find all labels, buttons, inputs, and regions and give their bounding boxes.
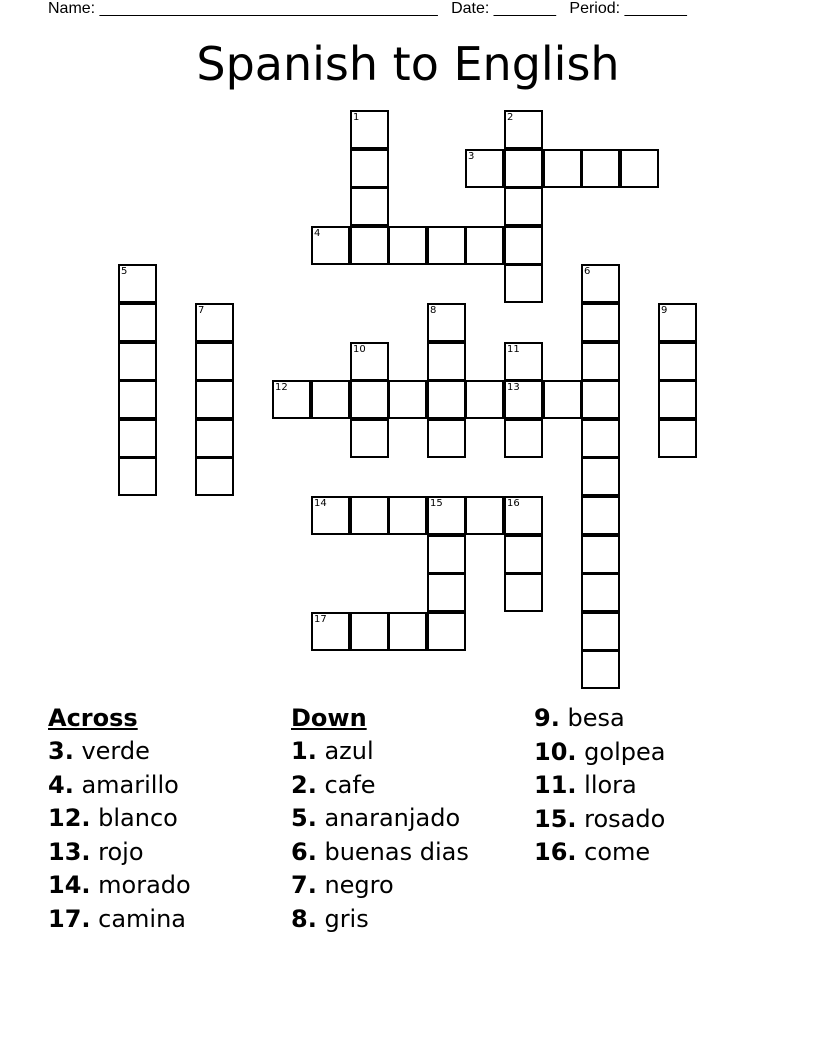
clue-number: 3. — [48, 737, 74, 765]
crossword-cell[interactable] — [350, 342, 389, 381]
crossword-cell[interactable] — [504, 380, 543, 419]
crossword-cell[interactable] — [311, 226, 350, 265]
cell-number: 9 — [661, 305, 668, 316]
clue-item — [291, 836, 531, 870]
crossword-cell[interactable] — [118, 264, 157, 303]
crossword-cell[interactable] — [272, 380, 311, 419]
clue-number: 16. — [534, 838, 577, 866]
clue-text: golpea — [576, 737, 666, 766]
clue-number: 6. — [291, 837, 317, 866]
crossword-cell[interactable] — [504, 535, 543, 574]
crossword-cell[interactable] — [350, 419, 389, 458]
crossword-cell[interactable] — [581, 380, 620, 419]
cell-number: 7 — [198, 305, 205, 316]
crossword-cell[interactable] — [504, 264, 543, 303]
clue-item — [534, 836, 774, 870]
crossword-cell[interactable] — [581, 264, 620, 303]
crossword-cell[interactable] — [195, 380, 234, 419]
crossword-cell[interactable] — [118, 457, 157, 496]
clue-text: cafe — [316, 770, 376, 799]
across-clues-column — [48, 702, 288, 936]
clue-item — [534, 769, 774, 803]
clue-item — [291, 869, 531, 903]
period-field[interactable]: _______ — [624, 0, 687, 17]
clue-item — [534, 702, 774, 736]
cell-number: 3 — [468, 151, 475, 162]
clue-text: negro — [316, 871, 394, 899]
clue-number: 7. — [291, 871, 317, 899]
period-label: Period: — [569, 0, 621, 17]
cell-number: 15 — [430, 498, 443, 509]
crossword-cell[interactable] — [350, 187, 389, 226]
date-label: Date: — [451, 0, 490, 17]
clue-number: 4. — [48, 770, 74, 799]
clue-text: come — [576, 838, 651, 866]
crossword-cell[interactable] — [504, 187, 543, 226]
cell-number: 2 — [507, 112, 514, 123]
crossword-cell[interactable] — [504, 110, 543, 149]
crossword-cell[interactable] — [350, 110, 389, 149]
clue-text: azul — [316, 737, 374, 765]
down-clue-list — [291, 735, 531, 936]
clue-text: anaranjado — [316, 804, 461, 832]
crossword-cell[interactable] — [581, 149, 620, 188]
crossword-cell[interactable] — [465, 380, 504, 419]
crossword-cell[interactable] — [581, 303, 620, 342]
crossword-cell[interactable] — [195, 419, 234, 458]
crossword-cell[interactable] — [581, 573, 620, 612]
clue-number: 5. — [291, 804, 317, 832]
cell-number: 4 — [314, 228, 321, 239]
cell-number: 5 — [121, 266, 128, 277]
clue-text: morado — [90, 871, 191, 899]
crossword-cell[interactable] — [388, 380, 427, 419]
cell-number: 14 — [314, 498, 327, 509]
cell-number: 1 — [353, 112, 360, 123]
clue-number: 12. — [48, 804, 91, 832]
clue-number: 17. — [48, 904, 91, 933]
down-clue-list-continued — [534, 702, 774, 870]
crossword-cell[interactable] — [658, 342, 697, 381]
clue-number: 11. — [534, 771, 577, 799]
crossword-cell[interactable] — [658, 419, 697, 458]
crossword-cell[interactable] — [350, 149, 389, 188]
crossword-cell[interactable] — [504, 226, 543, 265]
down-clues-column — [291, 702, 531, 936]
across-clue-list — [48, 735, 288, 936]
crossword-cell[interactable] — [388, 612, 427, 651]
crossword-cell[interactable] — [195, 303, 234, 342]
crossword-cell[interactable] — [504, 573, 543, 612]
crossword-cell[interactable] — [350, 380, 389, 419]
crossword-cell[interactable] — [427, 380, 466, 419]
crossword-cell[interactable] — [388, 226, 427, 265]
crossword-cell[interactable] — [311, 380, 350, 419]
crossword-cell[interactable] — [620, 149, 659, 188]
crossword-cell[interactable] — [504, 496, 543, 535]
clue-item — [48, 735, 288, 769]
crossword-cell[interactable] — [427, 573, 466, 612]
crossword-cell[interactable] — [543, 380, 582, 419]
name-field[interactable]: ______________________________________ — [99, 0, 438, 17]
crossword-cell[interactable] — [195, 457, 234, 496]
crossword-cell[interactable] — [581, 496, 620, 535]
cell-number: 11 — [507, 344, 520, 355]
clue-item — [48, 869, 288, 903]
name-label: Name: — [48, 0, 96, 17]
crossword-cell[interactable] — [195, 342, 234, 381]
clue-item — [48, 836, 288, 870]
crossword-cell[interactable] — [504, 419, 543, 458]
clue-text: buenas dias — [316, 837, 469, 866]
crossword-cell[interactable] — [427, 303, 466, 342]
clue-number: 9. — [534, 704, 560, 732]
cell-number: 8 — [430, 305, 437, 316]
crossword-cell[interactable] — [465, 496, 504, 535]
clue-text: blanco — [90, 804, 178, 832]
clue-text: besa — [559, 704, 625, 732]
crossword-cell[interactable] — [658, 303, 697, 342]
clue-number: 15. — [534, 804, 577, 833]
crossword-cell[interactable] — [118, 419, 157, 458]
cell-number: 16 — [507, 498, 520, 509]
crossword-cell[interactable] — [350, 612, 389, 651]
clue-number: 1. — [291, 737, 317, 765]
crossword-cell[interactable] — [465, 149, 504, 188]
cell-number: 13 — [507, 382, 520, 393]
clue-item — [48, 802, 288, 836]
clue-text: verde — [73, 737, 150, 765]
crossword-cell[interactable] — [581, 650, 620, 689]
crossword-cell[interactable] — [427, 496, 466, 535]
clue-text: llora — [576, 771, 637, 799]
clue-item — [291, 735, 531, 769]
clue-item — [534, 736, 774, 770]
crossword-cell[interactable] — [427, 342, 466, 381]
clue-text: camina — [90, 904, 187, 933]
clue-number: 10. — [534, 737, 577, 766]
crossword-cell[interactable] — [504, 149, 543, 188]
cell-number: 17 — [314, 614, 327, 625]
crossword-cell[interactable] — [581, 612, 620, 651]
clue-text: amarillo — [73, 770, 179, 799]
clue-number: 14. — [48, 871, 91, 899]
crossword-cell[interactable] — [504, 342, 543, 381]
crossword-cell[interactable] — [118, 342, 157, 381]
crossword-cell[interactable] — [350, 496, 389, 535]
cell-number: 10 — [353, 344, 366, 355]
down-heading: Down — [291, 704, 367, 732]
crossword-cell[interactable] — [311, 496, 350, 535]
clue-item — [534, 803, 774, 837]
crossword-cell[interactable] — [388, 496, 427, 535]
crossword-cell[interactable] — [311, 612, 350, 651]
crossword-cell[interactable] — [581, 457, 620, 496]
crossword-cell[interactable] — [543, 149, 582, 188]
clue-text: rojo — [90, 837, 144, 866]
clue-item — [48, 903, 288, 937]
clue-number: 8. — [291, 904, 317, 933]
crossword-cell[interactable] — [581, 419, 620, 458]
crossword-cell[interactable] — [118, 303, 157, 342]
crossword-cell[interactable] — [350, 226, 389, 265]
clue-item — [291, 769, 531, 803]
clue-number: 13. — [48, 837, 91, 866]
crossword-cell[interactable] — [658, 380, 697, 419]
date-field[interactable]: _______ — [493, 0, 557, 17]
clue-item — [48, 769, 288, 803]
crossword-cell[interactable] — [427, 226, 466, 265]
crossword-cell[interactable] — [465, 226, 504, 265]
crossword-cell[interactable] — [427, 535, 466, 574]
across-heading: Across — [48, 704, 138, 732]
clue-item — [291, 802, 531, 836]
cell-number: 12 — [275, 382, 288, 393]
clue-number: 2. — [291, 770, 317, 799]
page-title: Spanish to English — [196, 37, 620, 91]
crossword-cell[interactable] — [427, 612, 466, 651]
clue-text: gris — [316, 904, 369, 933]
clue-text: rosado — [576, 804, 666, 833]
crossword-cell[interactable] — [581, 342, 620, 381]
cell-number: 6 — [584, 266, 591, 277]
clue-item — [291, 903, 531, 937]
crossword-cell[interactable] — [118, 380, 157, 419]
crossword-cell[interactable] — [581, 535, 620, 574]
down-clues-column-continued — [534, 702, 774, 870]
crossword-cell[interactable] — [427, 419, 466, 458]
